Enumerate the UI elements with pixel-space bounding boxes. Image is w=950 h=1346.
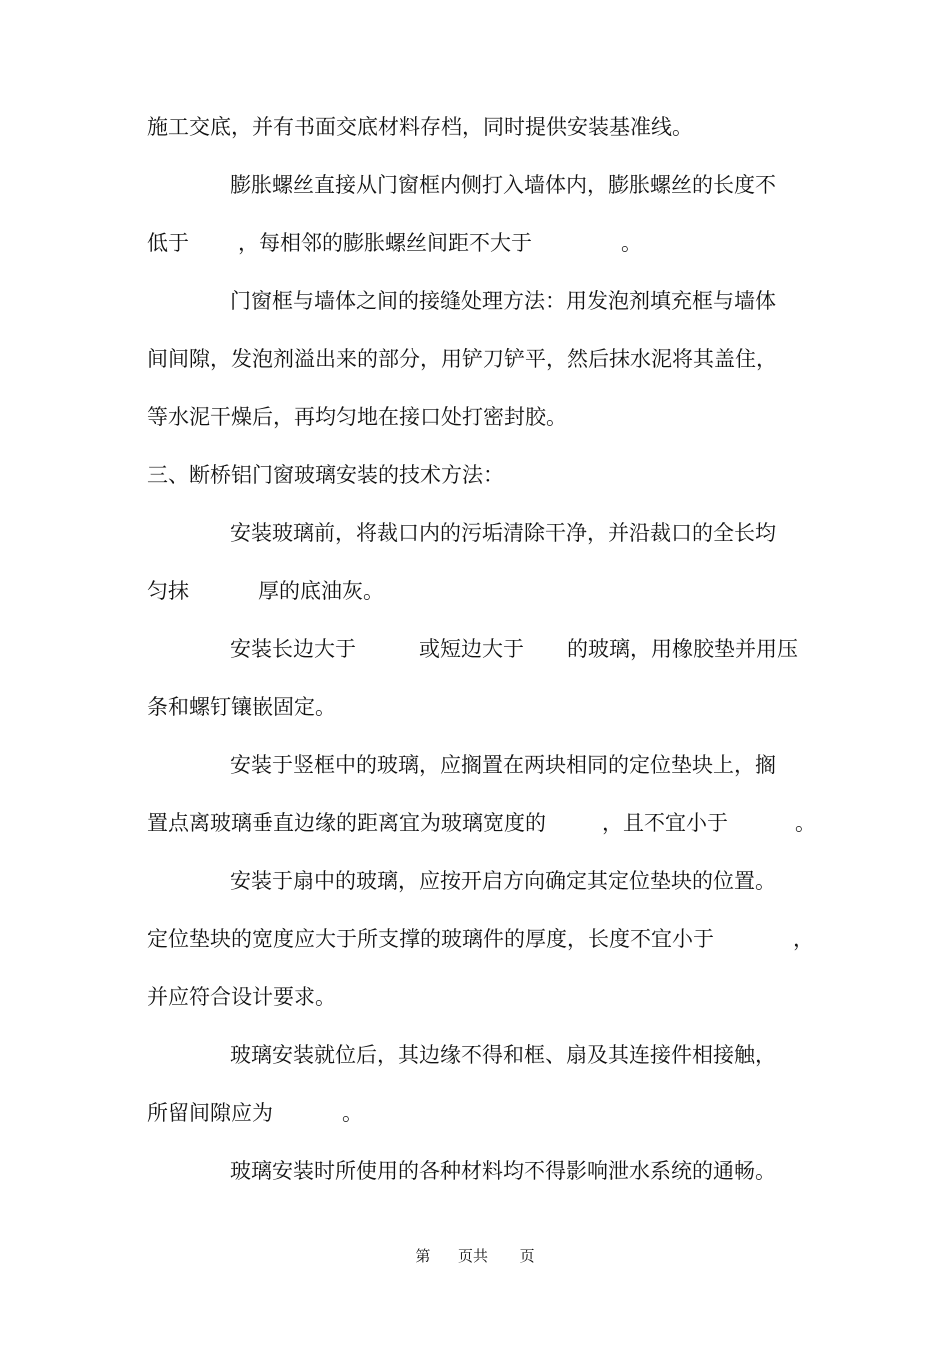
text-run: 条和螺钉镶嵌固定。 bbox=[147, 695, 336, 719]
paragraph-line bbox=[147, 809, 816, 837]
text-run: 安装长边大于 bbox=[230, 637, 356, 661]
paragraph-line bbox=[147, 113, 807, 141]
text-run: 低于 bbox=[147, 231, 189, 255]
paragraph-line bbox=[230, 867, 807, 895]
footer-page-total-label: 页共 bbox=[457, 1247, 488, 1265]
paragraph-line bbox=[230, 287, 807, 315]
paragraph-line bbox=[147, 345, 807, 373]
text-run: 玻璃安装就位后，其边缘不得和框、扇及其连接件相接触， bbox=[230, 1043, 776, 1067]
paragraph-line bbox=[147, 403, 807, 431]
text-run: 匀抹 bbox=[147, 579, 189, 603]
text-run: 并应符合设计要求。 bbox=[147, 985, 336, 1009]
text-run: 膨胀螺丝直接从门窗框内侧打入墙体内，膨胀螺丝的长度不 bbox=[230, 173, 776, 197]
footer-page-suffix: 页 bbox=[519, 1247, 535, 1265]
text-run: 施工交底，并有书面交底材料存档，同时提供安装基准线。 bbox=[147, 115, 693, 139]
text-run: 的玻璃，用橡胶垫并用压 bbox=[567, 637, 798, 661]
text-run: 玻璃安装时所使用的各种材料均不得影响泄水系统的通畅。 bbox=[230, 1159, 776, 1183]
paragraph-line bbox=[147, 983, 807, 1011]
text-run: ，每相邻的膨胀螺丝间距不大于 bbox=[238, 231, 532, 255]
section-heading bbox=[147, 461, 807, 489]
text-run: 安装于竖框中的玻璃，应搁置在两块相同的定位垫块上，搁 bbox=[230, 753, 776, 777]
text-run: 厚的底油灰。 bbox=[258, 579, 384, 603]
text-run: 定位垫块的宽度应大于所支撑的玻璃件的厚度，长度不宜小于 bbox=[147, 927, 714, 951]
text-run: 三、断桥铝门窗玻璃安装的技术方法： bbox=[147, 463, 504, 487]
paragraph-line bbox=[230, 1157, 807, 1185]
paragraph-line bbox=[230, 1041, 807, 1069]
text-run: 所留间隙应为 bbox=[147, 1101, 273, 1125]
paragraph-line bbox=[230, 519, 807, 547]
text-run: 。 bbox=[342, 1101, 363, 1125]
page-footer bbox=[0, 1246, 950, 1266]
text-run: 。 bbox=[621, 231, 642, 255]
paragraph-line bbox=[230, 171, 807, 199]
paragraph-line bbox=[147, 925, 814, 953]
text-run: 置点离玻璃垂直边缘的距离宜为玻璃宽度的 bbox=[147, 811, 546, 835]
paragraph-line bbox=[147, 693, 807, 721]
paragraph-line bbox=[230, 635, 807, 663]
text-run: 。 bbox=[795, 811, 816, 835]
text-run: 或短边大于 bbox=[419, 637, 524, 661]
text-run: ，且不宜小于 bbox=[602, 811, 728, 835]
text-run: ， bbox=[793, 927, 814, 951]
text-run: 等水泥干燥后，再均匀地在接口处打密封胶。 bbox=[147, 405, 567, 429]
paragraph-line bbox=[230, 751, 807, 779]
text-run: 门窗框与墙体之间的接缝处理方法：用发泡剂填充框与墙体 bbox=[230, 289, 776, 313]
text-run: 安装玻璃前，将裁口内的污垢清除干净，并沿裁口的全长均 bbox=[230, 521, 776, 545]
paragraph-line bbox=[147, 229, 807, 257]
footer-page-label: 第 bbox=[415, 1247, 431, 1265]
text-run: 安装于扇中的玻璃，应按开启方向确定其定位垫块的位置。 bbox=[230, 869, 776, 893]
paragraph-line bbox=[147, 577, 807, 605]
paragraph-line bbox=[147, 1099, 807, 1127]
text-run: 间间隙，发泡剂溢出来的部分，用铲刀铲平，然后抹水泥将其盖住， bbox=[147, 347, 777, 371]
